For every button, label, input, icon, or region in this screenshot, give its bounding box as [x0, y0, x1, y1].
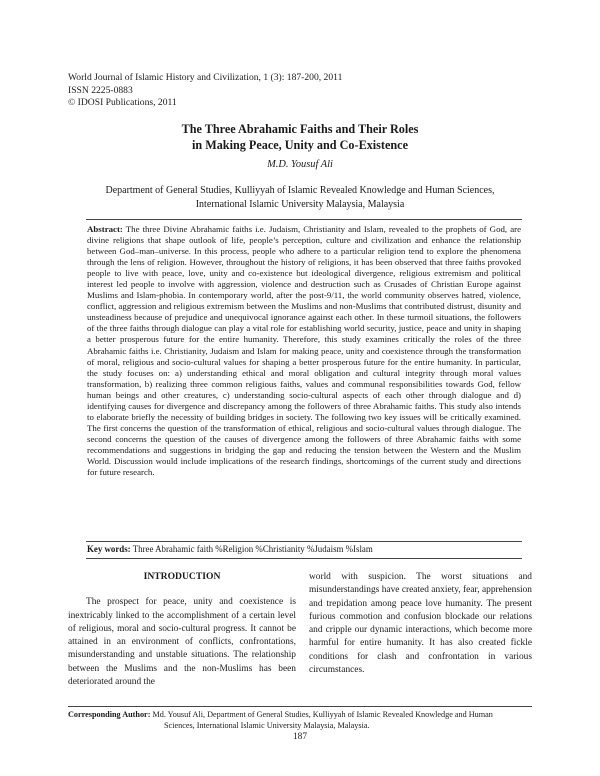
abstract-bottom-rule [86, 541, 522, 542]
issn: ISSN 2225-0883 [68, 84, 133, 96]
keywords-label: Key words: [87, 544, 131, 554]
page-number: 187 [292, 732, 308, 742]
section-heading: INTRODUCTION [143, 571, 221, 582]
corresponding-line-1: Md. Yousuf Ali, Department of General Studies, Kulliyyah of Islamic Revealed Knowledge and Human [152, 710, 493, 719]
abstract-text: The three Divine Abrahamic faiths i.e. Judaism, Christianity and Islam, revealed to the prophets of God, are divine religions that shape outlook of life, people’s perception, culture and civilization and enhance the relationship between God–man–universe. In this process, people who adhere to a particular religion tend to explore the phenomena through the lens of religion. However, throughout the history of religions, it has been observed that three faiths provoked people to live with peace, love, unity and co-existence but ideological divergence, religious extremism and political interest led people to involve with aggression, violence and destruction such as Crusades of Christian Europe against Muslims and Islam-phobia. In contemporary world, after the post-9/11, the world community observes hatred, violence, conflict, aggression and religious extremism between the Muslims and non-Muslims that contributed distrust, disunity and unsteadiness because of prejudice and unequivocal ignorance against each other. In these turmoil situations, the followers of the three faiths through dialogue can play a vital role for establishing world security, justice, peace and unity in shaping a better prosperous future for the entire humanity. Therefore, this study examines critically the roles of the three Abrahamic faiths i.e. Christianity, Judaism and Islam for making peace, unity and coexistence through the transformation of moral, religious and socio-cultural values for shaping a better prosperous future for the entire humanity. In particular, the study focuses on: a) understanding ethical and moral obligation and cultural integrity through moral values transformation, b) realizing three common religious faiths, values and communal responsibilities towards God, fellow human beings and other creatures, c) understanding socio-cultural aspects of each other through dialogue and d) identifying causes for divergence and discrepancy among the followers of three Abrahamic faiths. This study also intends to elaborate briefly the necessity of building bridges in society. The following two key issues will be critically examined. The first concerns the question of the transformation of ethical, religious and socio-cultural values through dialogue. The second concerns the question of the causes of divergence among the followers of three Abrahamic faiths with some recommendations and suggestions in bridging the gap and reducing the tension between the Western and the Muslim World. Discussion would include implications of the research findings, shortcomings of the current study and directions for future research. [87, 224, 521, 478]
keywords-bottom-rule [86, 558, 522, 559]
body-column-left [68, 570, 296, 689]
intro-paragraph-1: The prospect for peace, unity and coexistence is inextricably linked to the accomplishment of a certain level of religious, moral and socio-cultural progress. It cannot be attained in an environment of conflicts, confrontations, misunderstanding and unstable situations. The relationship between the Muslims and the non-Muslims has been deteriorated around the [68, 597, 296, 688]
journal-header [68, 72, 342, 110]
copyright: © IDOSI Publications, 2011 [68, 97, 177, 108]
footnote-rule [68, 706, 532, 707]
affiliation-line-1: Department of General Studies, Kulliyyah of Islamic Revealed Knowledge and Human Sciences, [105, 185, 495, 196]
body-column-right [309, 571, 532, 677]
abstract [87, 224, 521, 478]
corresponding-author [68, 710, 534, 731]
keywords-text: Three Abrahamic faith %Religion %Christianity %Judaism %Islam [132, 544, 373, 554]
keywords [87, 544, 521, 554]
intro-paragraph-2: world with suspicion. The worst situations and misunderstandings have created anxiety, fear, apprehension and trepidation among peace love humanity. The present furious commotion and confusion blockade our relations and cripple our dynamic interactions, which become more harmful for entire humanity. It has also created fickle conditions for clash and confrontation in various circumstances. [309, 572, 532, 676]
abstract-label: Abstract: [87, 224, 123, 234]
paper-title [60, 122, 540, 153]
corresponding-label: Corresponding Author: [68, 710, 151, 719]
abstract-top-rule [86, 219, 522, 220]
journal-citation: World Journal of Islamic History and Civilization, 1 (3): 187-200, 2011 [68, 72, 343, 83]
author-name: M.D. Yousuf Ali [267, 159, 333, 170]
affiliation-line-2: International Islamic University Malaysia, Malaysia [195, 199, 405, 210]
affiliation [80, 184, 520, 212]
corresponding-line-2: Sciences, International Islamic University Malaysia, Malaysia. [164, 720, 370, 730]
title-line-1: The Three Abrahamic Faiths and Their Roles [181, 122, 419, 136]
title-line-2: in Making Peace, Unity and Co-Existence [192, 137, 408, 152]
